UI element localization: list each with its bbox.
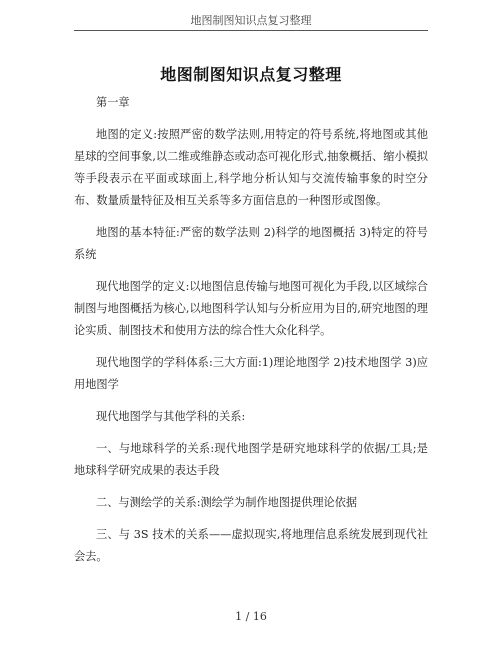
chapter-heading: 第一章 [96, 96, 130, 109]
document-body [74, 92, 428, 578]
header-divider [74, 30, 428, 31]
paragraph-discipline-system: 现代地图学的学科体系:三大方面:1)理论地图学 2)技术地图学 3)应用地图学 [74, 356, 428, 391]
paragraph-map-definition: 地图的定义:按照严密的数学法则,用特定的符号系统,将地图或其他星球的空间事象,以二维或维静态或动态可视化形式,抽象概括、缩小模拟等手段表示在平面或球面上,科学地分析认知与交流传输事象的时空分布、数量质量特征及相互关系等多方面信息的一种图形或图像。 [74, 128, 428, 207]
running-header: 地图制图知识点复习整理 [190, 14, 312, 27]
page-number: 1 / 16 [235, 610, 267, 623]
paragraph-map-features: 地图的基本特征:严密的数学法则 2)科学的地图概括 3)特定的符号系统 [74, 226, 428, 261]
paragraph-earth-science: 一、与地球科学的关系:现代地图学是研究地球科学的依据/工具;是地球科学研究成果的表达手段 [74, 442, 428, 477]
paragraph-related-disciplines: 现代地图学与其他学科的关系: [96, 410, 246, 423]
paragraph-surveying: 二、与测绘学的关系:测绘学为制作地图提供理论依据 [96, 496, 358, 509]
document-title: 地图制图知识点复习整理 [160, 65, 342, 84]
paragraph-3s-technology: 三、与 3S 技术的关系——虚拟现实,将地理信息系统发展到现代社会去。 [74, 528, 428, 563]
paragraph-cartography-definition: 现代地图学的定义:以地图信息传输与地图可视化为手段,以区域综合制图与地图概括为核心,以地图科学认知与分析应用为目的,研究地图的理论实质、制图技术和使用方法的综合性大众化科学。 [74, 280, 428, 337]
